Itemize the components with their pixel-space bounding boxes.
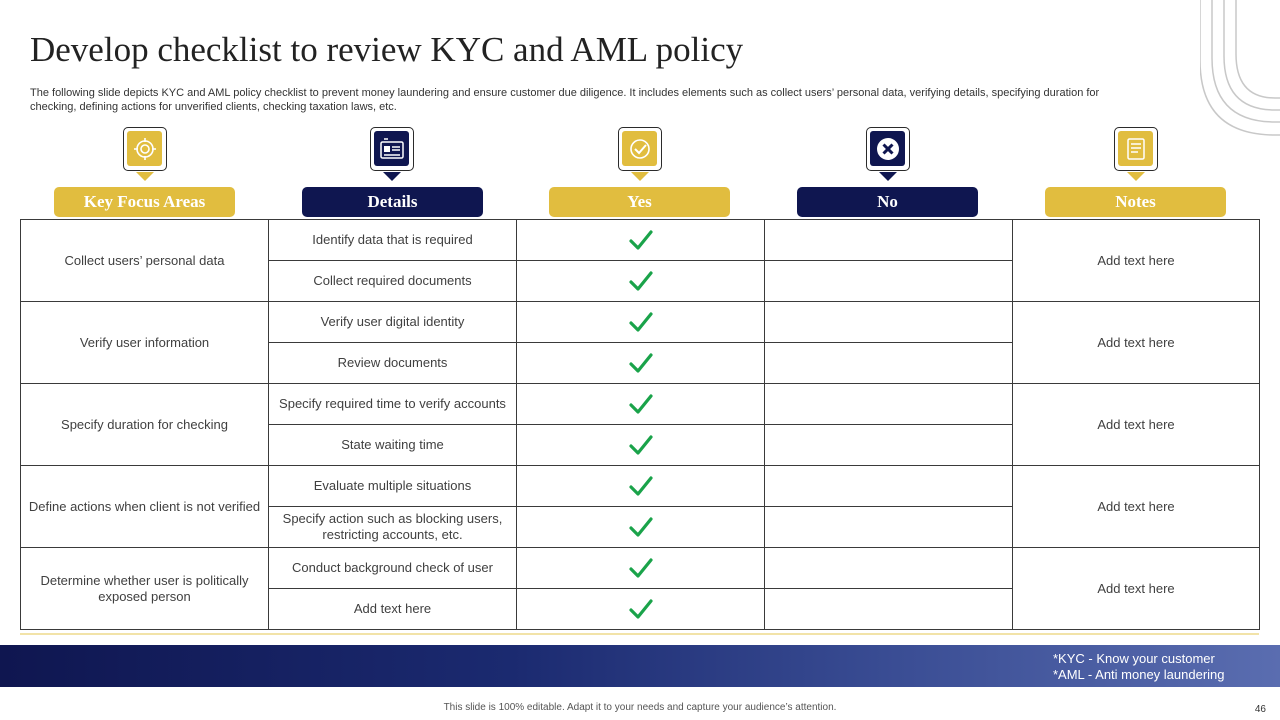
no-cell bbox=[765, 507, 1013, 548]
detail-cell: Identify data that is required bbox=[269, 220, 517, 261]
check-circle-icon bbox=[622, 131, 657, 166]
detail-cell: Review documents bbox=[269, 343, 517, 384]
page-title: Develop checklist to review KYC and AML policy bbox=[30, 30, 744, 69]
checkmark-icon bbox=[629, 311, 653, 333]
yes-cell bbox=[517, 384, 765, 425]
target-icon-box bbox=[123, 127, 167, 171]
header-key-focus-areas: Key Focus Areas bbox=[54, 187, 235, 217]
no-cell bbox=[765, 220, 1013, 261]
detail-cell: Evaluate multiple situations bbox=[269, 466, 517, 507]
no-cell bbox=[765, 548, 1013, 589]
checklist-table bbox=[20, 219, 1260, 630]
checkmark-icon bbox=[629, 598, 653, 620]
checkmark-icon bbox=[629, 229, 653, 251]
yes-cell bbox=[517, 302, 765, 343]
footnote-kyc: *KYC - Know your customer bbox=[1053, 651, 1215, 666]
detail-cell: Specify required time to verify accounts bbox=[269, 384, 517, 425]
icon-pointer bbox=[1127, 172, 1145, 181]
header-yes: Yes bbox=[549, 187, 730, 217]
checkmark-icon bbox=[629, 270, 653, 292]
check-circle-icon-box bbox=[618, 127, 662, 171]
note-cell: Add text here bbox=[1013, 302, 1260, 384]
checkmark-icon bbox=[629, 516, 653, 538]
checkmark-icon bbox=[629, 475, 653, 497]
yes-cell bbox=[517, 466, 765, 507]
no-cell bbox=[765, 302, 1013, 343]
checkmark-icon bbox=[629, 352, 653, 374]
icon-pointer bbox=[879, 172, 897, 181]
notes-icon bbox=[1118, 131, 1153, 166]
yes-cell bbox=[517, 261, 765, 302]
notes-icon-box bbox=[1114, 127, 1158, 171]
footnote-aml: *AML - Anti money laundering bbox=[1053, 667, 1225, 682]
header-no: No bbox=[797, 187, 978, 217]
header-notes: Notes bbox=[1045, 187, 1226, 217]
focus-area-cell: Collect users’ personal data bbox=[21, 220, 269, 302]
detail-cell: Collect required documents bbox=[269, 261, 517, 302]
yes-cell bbox=[517, 507, 765, 548]
checkmark-icon bbox=[629, 434, 653, 456]
table-row bbox=[21, 384, 1260, 425]
table-bottom-accent bbox=[20, 633, 1259, 635]
no-cell bbox=[765, 466, 1013, 507]
table-row bbox=[21, 466, 1260, 507]
no-cell bbox=[765, 589, 1013, 630]
cross-circle-icon bbox=[870, 131, 905, 166]
note-cell: Add text here bbox=[1013, 220, 1260, 302]
header-details: Details bbox=[302, 187, 483, 217]
focus-area-cell: Determine whether user is politically exposed person bbox=[21, 548, 269, 630]
detail-cell: State waiting time bbox=[269, 425, 517, 466]
note-cell: Add text here bbox=[1013, 384, 1260, 466]
no-cell bbox=[765, 425, 1013, 466]
target-icon bbox=[127, 131, 162, 166]
detail-cell: Verify user digital identity bbox=[269, 302, 517, 343]
editable-note: This slide is 100% editable. Adapt it to your needs and capture your audience’s attention. bbox=[443, 702, 837, 713]
page-number: 46 bbox=[1254, 704, 1266, 715]
page-subtitle: The following slide depicts KYC and AML policy checklist to prevent money laundering and ensure customer due diligence. It includes elements such as collect users’ personal data, verifying details, specifying duration for checking, defining actions for unverified clients, checking taxation laws, etc. bbox=[30, 87, 1100, 113]
detail-cell: Specify action such as blocking users, restricting accounts, etc. bbox=[269, 507, 517, 548]
yes-cell bbox=[517, 548, 765, 589]
checkmark-icon bbox=[629, 557, 653, 579]
no-cell bbox=[765, 343, 1013, 384]
table-row bbox=[21, 548, 1260, 589]
no-cell bbox=[765, 261, 1013, 302]
no-cell bbox=[765, 384, 1013, 425]
focus-area-cell: Specify duration for checking bbox=[21, 384, 269, 466]
focus-area-cell: Verify user information bbox=[21, 302, 269, 384]
icon-pointer bbox=[136, 172, 154, 181]
decorative-arcs bbox=[1200, 0, 1280, 140]
detail-cell: Conduct background check of user bbox=[269, 548, 517, 589]
yes-cell bbox=[517, 425, 765, 466]
note-cell: Add text here bbox=[1013, 466, 1260, 548]
id-card-icon bbox=[374, 131, 409, 166]
cross-circle-icon-box bbox=[866, 127, 910, 171]
icon-pointer bbox=[631, 172, 649, 181]
yes-cell bbox=[517, 343, 765, 384]
yes-cell bbox=[517, 220, 765, 261]
detail-cell: Add text here bbox=[269, 589, 517, 630]
checkmark-icon bbox=[629, 393, 653, 415]
table-row bbox=[21, 220, 1260, 261]
yes-cell bbox=[517, 589, 765, 630]
note-cell: Add text here bbox=[1013, 548, 1260, 630]
icon-pointer bbox=[383, 172, 401, 181]
id-card-icon-box bbox=[370, 127, 414, 171]
focus-area-cell: Define actions when client is not verified bbox=[21, 466, 269, 548]
table-row bbox=[21, 302, 1260, 343]
